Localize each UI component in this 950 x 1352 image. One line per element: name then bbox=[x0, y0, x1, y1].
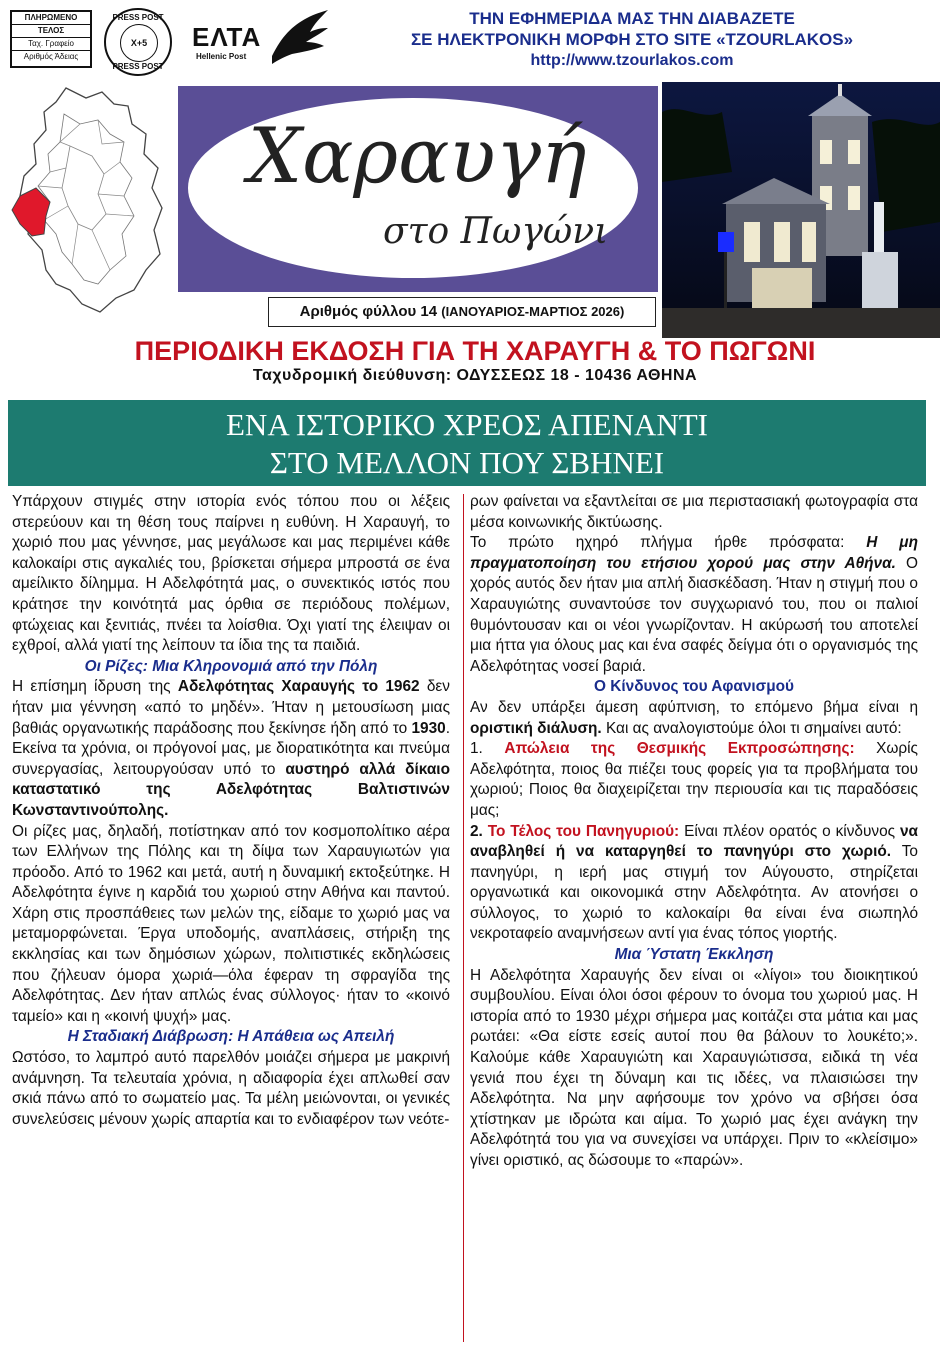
continued-paragraph: ρων φαίνεται να εξαντλείται σε μια περιστασιακή φωτογραφία στα μέσα κοινωνικής δικτύωσης. bbox=[470, 493, 918, 531]
danger-text-a: Αν δεν υπάρξει άμεση αφύπνιση, το επόμενο βήμα είναι η bbox=[470, 698, 918, 716]
list-title-1: Απώλεια της Θεσμικής Εκπροσώπησης: bbox=[504, 740, 855, 758]
issue-number-bar bbox=[268, 297, 656, 327]
post-office-label: Ταχ. Γραφείο bbox=[12, 38, 90, 51]
subheading-erosion: Η Σταδιακή Διάβρωση: Η Απάθεια ως Απειλή bbox=[67, 1028, 395, 1046]
dance-text-a: Το πρώτο ηχηρό πλήγμα ήρθε πρόσφατα: bbox=[470, 534, 867, 552]
stamp-bottom-text: PRESS POST bbox=[112, 62, 164, 71]
list-body-2a: Είναι πλέον ορατός ο κίνδυνος bbox=[679, 822, 900, 840]
article-headline bbox=[8, 400, 926, 486]
subheading-roots: Οι Ρίζες: Μια Κληρονομιά από την Πόλη bbox=[84, 657, 378, 675]
founding-year: 1930 bbox=[411, 719, 446, 737]
paid-label: ΠΛΗΡΩΜΕΝΟ bbox=[12, 12, 90, 25]
masthead-banner bbox=[178, 86, 658, 292]
issue-number: Αριθμός φύλλου 14 bbox=[299, 303, 442, 320]
dance-bold: Η μη πραγματοποίηση του ετήσιου χορού μας στην Αθήνα. bbox=[470, 534, 918, 572]
hermes-head-icon bbox=[262, 6, 332, 68]
list-body-1: Χωρίς Αδελφότητα, ποιος θα πιέζει τους φορείς για τα προβλήματα του χωριού; Ποιος θα διαχειρίζεται την περιουσία και τις παραδόσεις μας; bbox=[470, 740, 918, 819]
paid-postage-box bbox=[10, 10, 92, 68]
region-map-image bbox=[6, 84, 170, 318]
website-url-link[interactable]: http://www.tzourlakos.com bbox=[530, 52, 734, 69]
founding-bold-b: αυστηρό αλλά δίκαιο καταστατικό της Αδελφότητας Βαλτιστινών Κωνσταντινούπολης. bbox=[12, 760, 450, 819]
church-night-photo bbox=[662, 82, 940, 338]
list-bold-2: να αναβληθεί ή να καταργηθεί το πανηγύρι στο χωριό. bbox=[470, 822, 918, 861]
list-item bbox=[470, 739, 918, 821]
paid-label-2: ΤΕΛΟΣ bbox=[12, 25, 90, 38]
stamp-center-text: X+5 bbox=[120, 24, 158, 62]
founding-bold-a: Αδελφότητας Χαραυγής το 1962 bbox=[177, 678, 420, 696]
elta-logo-text: ΕΛΤΑ bbox=[192, 22, 262, 52]
stamp-top-text: PRESS POST bbox=[112, 13, 164, 22]
founding-text-a: Η επίσημη ίδρυση της bbox=[12, 678, 178, 696]
subheading-appeal: Μια Ύστατη Έκκληση bbox=[614, 946, 774, 964]
founding-paragraph bbox=[12, 677, 450, 821]
founding-text-c: . Εκείνα τα χρόνια, οι πρόγονοί μας, με διορατικότητα και πνεύμα συνεργασίας, λειτουργούσαν υπό το bbox=[12, 719, 450, 778]
list-body-2b: Το πανηγύρι, η ιερή μας στιγμή τον Αύγουστο, στηρίζεται οργανωτικά και οικονομικά στην Αδελφότητα. Αν ατονήσει ο σύλλογος, το χωριό το καλοκαίρι θα είναι ένα σιωπηλό νεκροταφείο αναμνήσεων αντί για ένας τόπος γιορτής. bbox=[470, 843, 918, 943]
website-line-1: ΤΗΝ ΕΦΗΜΕΡΙΔΑ ΜΑΣ ΤΗΝ ΔΙΑΒΑΖΕΤΕ bbox=[469, 9, 795, 28]
headline-line-2: ΣΤΟ ΜΕΛΛΟΝ ΠΟΥ ΣΒΗΝΕΙ bbox=[269, 445, 665, 480]
founding-text-b: δεν ήταν μια γέννηση «από το μηδέν». Ήταν η μετουσίωση μιας βαθιάς οργανωτικής παράδοσης που ξεκίνησε ήδη από το bbox=[12, 678, 450, 737]
article-left-column bbox=[12, 492, 450, 1130]
newspaper-subtitle: στο Πωγώνι bbox=[383, 211, 609, 252]
newspaper-title: Χαραυγή bbox=[248, 111, 587, 200]
publication-title: ΠΕΡΙΟΔΙΚΗ ΕΚΔΟΣΗ ΓΙΑ ΤΗ ΧΑΡΑΥΓΗ & ΤΟ ΠΩΓΩΝΙ bbox=[134, 336, 816, 366]
list-number-2: 2. bbox=[470, 822, 488, 840]
article-right-column bbox=[470, 492, 918, 1172]
danger-paragraph bbox=[470, 698, 918, 739]
danger-text-b: Και ας αναλογιστούμε όλοι τι σημαίνει αυτό: bbox=[601, 719, 902, 737]
headline-line-1: ΕΝΑ ΙΣΤΟΡΙΚΟ ΧΡΕΟΣ ΑΠΕΝΑΝΤΙ bbox=[226, 407, 708, 442]
subheading-danger: Ο Κίνδυνος του Αφανισμού bbox=[594, 678, 794, 696]
appeal-paragraph: Η Αδελφότητα Χαραυγής δεν είναι οι «λίγοι» του διοικητικού συμβουλίου. Είναι όλοι όσοι φέρουν το όνομα του χωριού μας. Η ιστορία από το 1930 μέχρι σήμερα μας κοιτάζει στα μάτια και μας ρωτάει: «Θα είστε εσείς αυτοί που θα βάλουν το λουκέτο;». Καλούμε κάθε Χαραυγιώτη και Χαραυγιώτισσα, ειδικά τη νέα γενιά που έχει τη δύναμη και τις ιδέες, να πλαισιώσει την Αδελφότητα. Να μην αφήσουμε τον χρόνο να σβήσει όσα χτίστηκαν με ιδρώτα και αίμα. Το χωριό μας έχει ανάγκη την Αδελφότητά του για να συνεχίσει να υπάρχει. Πριν το «κλείσιμο» γίνει οριστικό, ας δώσουμε το «παρών». bbox=[470, 966, 918, 1169]
press-post-stamp bbox=[104, 8, 172, 76]
erosion-paragraph: Ωστόσο, το λαμπρό αυτό παρελθόν μοιάζει σήμερα με μακρινή ανάμνηση. Τα τελευταία χρόνια, η αδιαφορία έχει απλωθεί σαν σκιά πάνω από το σωματείο μας. Τα μέλη μειώνονται, οι γενικές συνελεύσεις μένουν χωρίς απαρτία και το ενδιαφέρον των νεότε- bbox=[12, 1049, 450, 1128]
danger-bold: οριστική διάλυση. bbox=[470, 719, 602, 737]
website-line-2: ΣΕ ΗΛΕΚΤΡΟΝΙΚΗ ΜΟΡΦΗ ΣΤΟ SITE «TZOURLAKOS» bbox=[410, 30, 854, 49]
issue-period: (ΙΑΝΟΥΑΡΙΟΣ-ΜΑΡΤΙΟΣ 2026) bbox=[441, 304, 625, 319]
dance-paragraph bbox=[470, 533, 918, 677]
roots-paragraph: Οι ρίζες μας, δηλαδή, ποτίστηκαν από τον κοσμοπολίτικο αέρα των Ελλήνων της Πόλης και τη δίψα των Χαραυγιωτών για πρόοδο. Από το 1962 και μετά, αυτή η δυναμική εκτοξεύτηκε. Η Αδελφότητα έγινε η καρδιά του χωριού στην Αθήνα και παντού. Χάρη στις προσπάθειες των μελών της, είδαμε το χωριό μας να μεταμορφώνεται. Έργα υποδομής, αναπλάσεις, στήριξη της εκκλησίας και των δημόσιων χώρων, πολιτιστικές εκδηλώσεις που ζήλευαν όμορα χωριά—όλα έφεραν τη σφραγίδα της Αδελφότητας. Δεν ήταν απλώς ένας σύλλογος· ήταν το «κοινό ταμείο» και η «κοινή ψυχή» μας. bbox=[12, 822, 450, 1025]
elta-subtitle: Hellenic Post bbox=[196, 52, 247, 61]
website-notice bbox=[352, 8, 912, 72]
list-item bbox=[470, 822, 918, 946]
column-divider bbox=[463, 494, 464, 1342]
list-number-1: 1. bbox=[470, 740, 505, 758]
dance-text-b: Ο χορός αυτός δεν ήταν μια απλή διασκέδαση. Ήταν η στιγμή που ο Χαραυγιώτης συναντούσε τον συγχωριανό του, που οι παλιοί θυμόντουσαν και οι νέοι γνωρίζονταν. Η ακύρωσή του αποτελεί μια ήττα για όλους μας και ένα σαφές δείγμα ότι ο οργανισμός της Αδελφότητας νοσεί βαριά. bbox=[470, 554, 918, 675]
list-title-2: Το Τέλος του Πανηγυριού: bbox=[487, 822, 680, 840]
intro-paragraph: Υπάρχουν στιγμές στην ιστορία ενός τόπου που οι λέξεις στερεύουν και τη θέση τους παίρνει η ευθύνη. Η Χαραυγή, το χωριό που μας γέννησε, μας μεγάλωσε και μας περιμένει κάθε καλοκαίρι στις αγκαλιές του, βρίσκεται σήμερα μπροστά σε ένα αμείλικτο δίλημμα. Η Αδελφότητά μας, ο συνεκτικός ιστός που κράτησε την κοινότητά μας όρθια σε περιόδους πολέμων, φτώχειας και ξενιτιάς, πνέει τα λοίσθια. Όχι γιατί της έλειψαν οι εχθροί, αλλά γιατί της λείπουν τα ίδια της τα παιδιά. bbox=[12, 493, 450, 655]
postal-address: Ταχυδρομική διεύθυνση: ΟΔΥΣΣΕΩΣ 18 - 10436 ΑΘΗΝΑ bbox=[252, 367, 698, 384]
permit-number-label: Αριθμός Άδειας bbox=[23, 52, 79, 61]
